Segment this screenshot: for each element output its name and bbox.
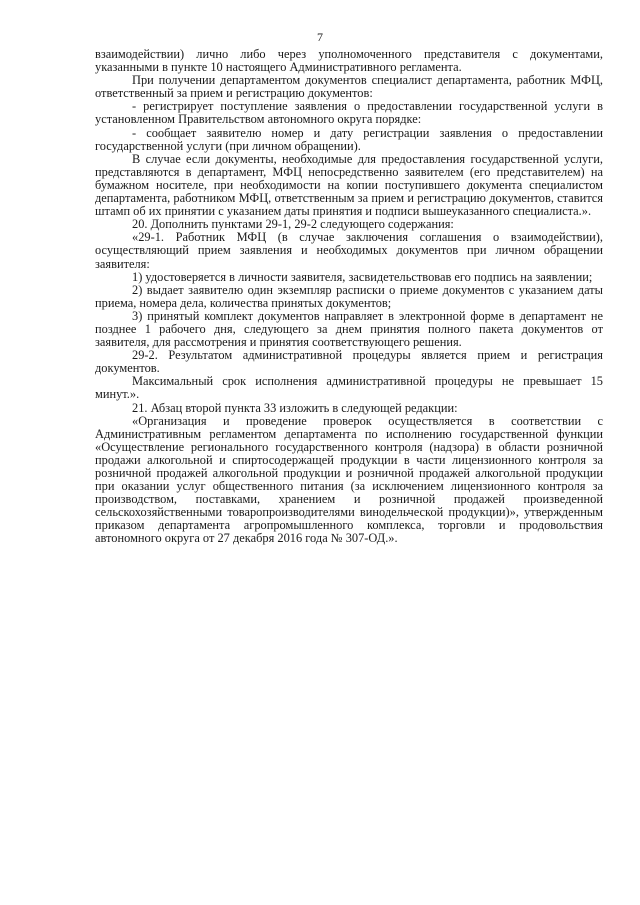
amendment-21: 21. Абзац второй пункта 33 изложить в следующей редакции:	[132, 400, 458, 415]
paragraph-stamp: В случае если документы, необходимые для предоставления государственной услуги, представляются в департамент, МФЦ непосредственно заявителем (его представителем) на бумажном носителе, при необходимости на копии поступившего документа специалистом департамента, работником МФЦ, ответственным за прием и регистрацию документов, ставится штамп об их принятии с указанием даты принятия и подписи вышеуказанного специалиста.».	[95, 151, 603, 219]
page-number: 7	[317, 30, 323, 44]
paragraph-2: При получении департаментом документов специалист департамента, работник МФЦ, ответственный за прием и регистрацию документов:	[95, 73, 603, 101]
clause-29-1: «29-1. Работник МФЦ (в случае заключения соглашения о взаимодействии), осуществляющий прием заявления и необходимых документов при личном обращении заявителя:	[95, 230, 603, 271]
paragraph-1: взаимодействии) лично либо через уполномоченного представителя с документами, указанными в пункте 10 настоящего Административного регламента.	[95, 47, 603, 75]
clause-29-1-item-1: 1) удостоверяется в личности заявителя, засвидетельствовав его подпись на заявлении;	[132, 269, 593, 284]
clause-29-2: 29-2. Результатом административной процедуры является прием и регистрация документов.	[95, 348, 603, 376]
clause-29-1-item-2: 2) выдает заявителю один экземпляр расписки о приеме документов с указанием даты приема, номера дела, количества принятых документов;	[95, 282, 603, 310]
list-item-register: - регистрирует поступление заявления о предоставлении государственной услуги в установленном Правительством автономного округа порядке:	[95, 99, 603, 127]
clause-29-1-item-3: 3) принятый комплект документов направляет в электронной форме в департамент не позднее 1 рабочего дня, следующего за днем принятия полного пакета документов от заявителя, для рассмотрения и принятия соответствующего решения.	[95, 308, 603, 350]
max-duration: Максимальный срок исполнения административной процедуры не превышает 15 минут.».	[95, 374, 603, 402]
document-body	[95, 48, 603, 546]
amendment-20: 20. Дополнить пунктами 29-1, 29-2 следующего содержания:	[132, 217, 454, 232]
clause-33-text: «Организация и проведение проверок осуществляется в соответствии с Административным регламентом департамента по исполнению государственной функции «Осуществление регионального государственного контроля (надзора) в области розничной продажи алкогольной и спиртосодержащей продукции в части лицензионного контроля за розничной продажей алкогольной продукции и розничной продажей алкогольной продукции при оказании услуг общественного питания (за исключением лицензионного контроля за производством, поставками, хранением и розничной продажей произведенной сельскохозяйственными товаропроизводителями винодельческой продукции)», утвержденным приказом департамента агропромышленного комплекса, торговли и продовольствия автономного округа от 27 декабря 2016 года № 307-ОД.».	[95, 413, 603, 546]
list-item-inform: - сообщает заявителю номер и дату регистрации заявления о предоставлении государственной услуги (при личном обращении).	[95, 125, 603, 153]
